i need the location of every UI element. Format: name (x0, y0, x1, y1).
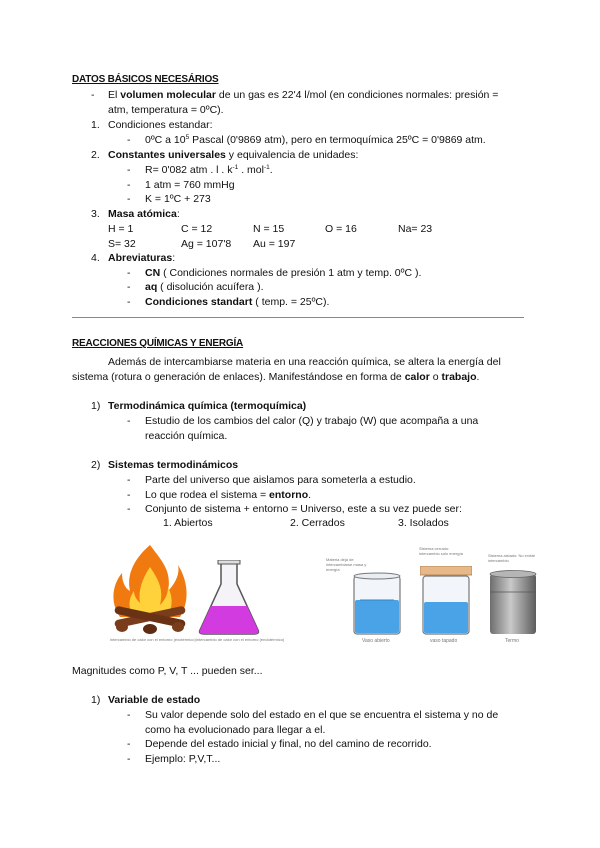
systems-bullet-1: Parte del universo que aislamos para someterla a estudio. (145, 474, 416, 486)
bullet: - (127, 474, 131, 486)
section-divider (72, 317, 524, 318)
closed-beaker-caption: vaso tapado (430, 638, 458, 644)
open-system-label: Materia deja de intercambiarse masa y energía (326, 557, 367, 572)
systems-bullet-2: Lo que rodea el sistema = entorno. (145, 489, 312, 501)
state-variable-title: Variable de estado (108, 694, 201, 706)
closed-beaker-illustration (420, 566, 472, 636)
mass-c: C = 12 (181, 223, 213, 235)
intro-line-1: Además de intercambiarse materia en una reacción química, se altera la energía del (108, 356, 501, 368)
bullet: - (127, 134, 131, 146)
closed-system-label: Sistema cerrado: intercambio solo energía (419, 546, 463, 556)
kelvin-equivalence: K = 1ºC + 273 (145, 193, 211, 205)
mass-h: H = 1 (108, 223, 134, 235)
bullet: - (127, 296, 131, 308)
system-type-open: 1. Abiertos (163, 517, 213, 529)
thermo-line-2: reacción química. (145, 430, 228, 442)
abbr-standard: Condiciones standart ( temp. = 25ºC). (145, 296, 330, 308)
campfire-illustration (110, 543, 190, 638)
mass-au: Au = 197 (253, 238, 296, 250)
systems-title: Sistemas termodinámicos (108, 459, 239, 471)
mass-ag: Ag = 107'8 (181, 238, 232, 250)
isolated-system-label: Sistema aislado: No existe intercambio (488, 553, 536, 563)
state-bullet-2: Depende del estado inicial y final, no del camino de recorrido. (145, 738, 432, 750)
item-number: 2) (91, 459, 101, 471)
item-number: 4. (91, 252, 100, 264)
item-number: 1. (91, 119, 100, 131)
volume-line-2: atm, temperatura = 0ºC). (108, 104, 224, 116)
flask-illustration (196, 560, 262, 636)
fire-caption: intercambio de calor con el entorno (exotérmico) (110, 637, 196, 642)
gas-constant: R= 0'082 atm . l . $k^{-1}$ . mol$^{-1}$. (145, 164, 273, 176)
intro-line-2: sistema (rotura o generación de enlaces). Manifestándose en forma de calor o trabajo. (72, 371, 480, 383)
item-number: 1) (91, 694, 101, 706)
standard-conditions-detail: 0ºC a $10^5$ Pascal (0'9869 atm), pero en termoquímica 25ºC = 0'9869 atm. (145, 134, 486, 146)
atm-equivalence: 1 atm = 760 mmHg (145, 179, 235, 191)
bullet: - (127, 415, 131, 427)
bullet: - (127, 281, 131, 293)
abbr-aq: aq ( disolución acuífera ). (145, 281, 264, 293)
item-number: 1) (91, 400, 101, 412)
item-number: 2. (91, 149, 100, 161)
bullet: - (127, 179, 131, 191)
bullet: - (127, 709, 131, 721)
mass-s: S= 32 (108, 238, 136, 250)
system-type-closed: 2. Cerrados (290, 517, 345, 529)
magnitudes-line: Magnitudes como P, V, T ... pueden ser... (72, 665, 263, 677)
open-beaker-illustration (352, 572, 402, 636)
open-beaker-caption: Vaso abierto (362, 638, 390, 644)
constants-heading: Constantes universales y equivalencia de unidades: (108, 149, 359, 161)
thermos-illustration (489, 570, 537, 636)
bullet: - (127, 164, 131, 176)
mass-o: O = 16 (325, 223, 357, 235)
thermo-title: Termodinámica química (termoquímica) (108, 400, 307, 412)
abbreviations-heading: Abreviaturas: (108, 252, 176, 264)
standard-conditions-label: Condiciones estandar: (108, 119, 213, 131)
thermo-line-1: Estudio de los cambios del calor (Q) y trabajo (W) que acompaña a una (145, 415, 479, 427)
mass-n: N = 15 (253, 223, 285, 235)
section-title-datos: DATOS BÁSICOS NECESÁRIOS (72, 74, 219, 85)
item-number: 3. (91, 208, 100, 220)
bullet: - (91, 89, 95, 101)
systems-bullet-3: Conjunto de sistema + entorno = Universo, este a su vez puede ser: (145, 503, 462, 515)
thermos-caption: Termo (505, 638, 519, 644)
bullet: - (127, 503, 131, 515)
section-title-reacciones: REACCIONES QUÍMICAS Y ENERGÍA (72, 338, 244, 349)
mass-na: Na= 23 (398, 223, 433, 235)
volume-line-1: El volumen molecular de un gas es 22'4 l/mol (en condiciones normales: presión = (108, 89, 499, 101)
bullet: - (127, 489, 131, 501)
state-bullet-1-line-2: como ha evolucionado para llegar a el. (145, 724, 326, 736)
abbr-cn: CN ( Condiciones normales de presión 1 atm y temp. 0ºC ). (145, 267, 422, 279)
state-bullet-1-line-1: Su valor depende solo del estado en el que se encuentra el sistema y no de (145, 709, 499, 721)
bullet: - (127, 738, 131, 750)
bullet: - (127, 193, 131, 205)
system-type-isolated: 3. Isolados (398, 517, 449, 529)
state-bullet-3: Ejemplo: P,V,T... (145, 753, 221, 765)
flask-caption: intercambio de calor con el entorno (endotérmico) (196, 637, 285, 642)
bullet: - (127, 267, 131, 279)
atomic-mass-heading: Masa atómica: (108, 208, 180, 220)
bullet: - (127, 753, 131, 765)
